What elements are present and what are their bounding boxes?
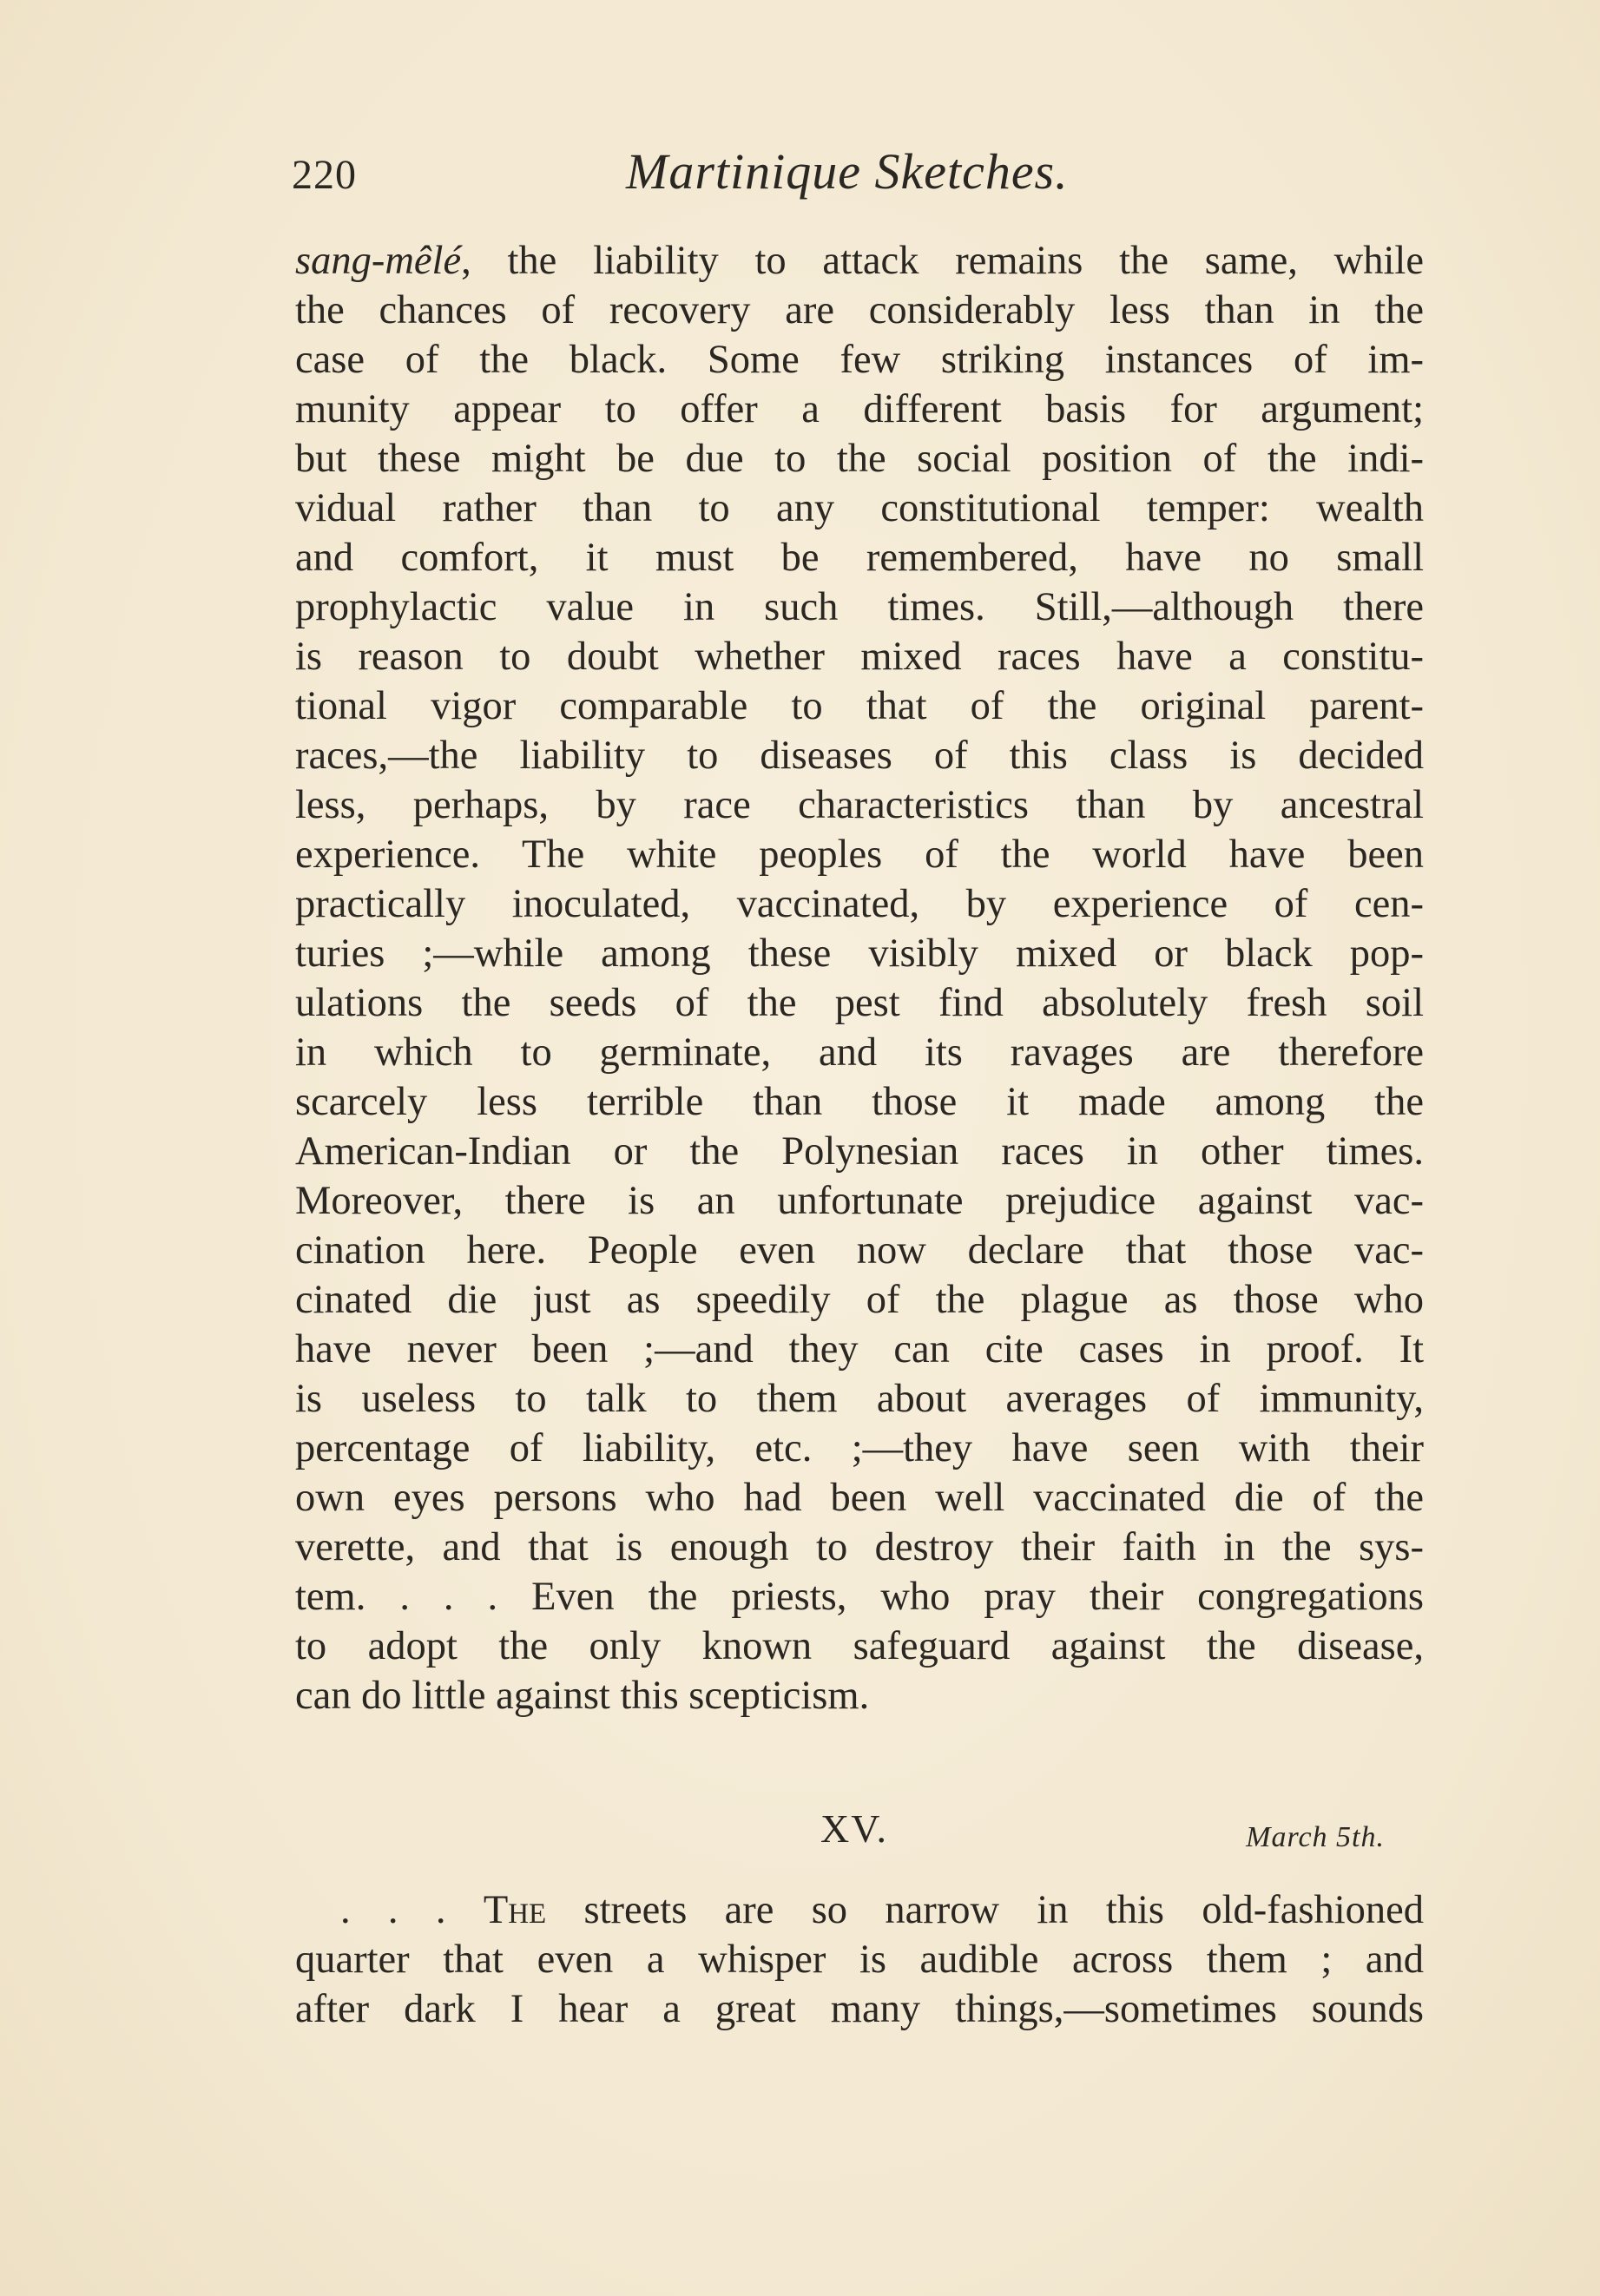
text-line: to adopt the only known safeguard against the disease, (295, 1624, 1424, 1668)
page-number: 220 (292, 152, 357, 198)
text-line: verette, and that is enough to destroy their faith in the sys- (295, 1525, 1424, 1569)
text-line-rest: streets are so narrow in this old-fashioned (546, 1888, 1424, 1932)
text-line (295, 236, 1424, 286)
ellipsis-lead: . . . (340, 1888, 484, 1932)
text-line: ulations the seeds of the pest find absolutely fresh soil (295, 981, 1424, 1025)
text-line: tional vigor comparable to that of the original parent- (295, 684, 1424, 728)
text-line-rest: , the liability to attack remains the same, while (461, 239, 1424, 283)
section-paragraph (295, 1885, 1424, 2034)
page-header (292, 139, 1420, 208)
text-line: scarcely less terrible than those it made among the (295, 1080, 1424, 1124)
text-line: American-Indian or the Polynesian races in other times. (295, 1129, 1424, 1174)
text-line-last: can do little against this scepticism. (295, 1674, 870, 1718)
text-line: and comfort, it must be remembered, have no small (295, 536, 1424, 580)
text-line: quarter that even a whisper is audible across them ; and (295, 1937, 1424, 1982)
text-line: practically inoculated, vaccinated, by experience of cen- (295, 882, 1424, 926)
small-caps-lead: The (483, 1888, 547, 1932)
text-line: but these might be due to the social position of the indi- (295, 437, 1424, 481)
text-line: cination here. People even now declare that those vac- (295, 1228, 1424, 1273)
text-line: Moreover, there is an unfortunate prejudice against vac- (295, 1179, 1424, 1223)
section-date: March 5th. (1246, 1821, 1385, 1853)
text-line: turies ;—while among these visibly mixed or black pop- (295, 931, 1424, 976)
text-line: less, perhaps, by race characteristics than by ancestral (295, 783, 1424, 827)
text-line: after dark I hear a great many things,—sometimes sounds (295, 1987, 1424, 2031)
text-line: prophylactic value in such times. Still,—although there (295, 585, 1424, 629)
text-line: vidual rather than to any constitutional temper: wealth (295, 486, 1424, 530)
text-line: the chances of recovery are considerably less than in the (295, 288, 1424, 332)
text-line: is reason to doubt whether mixed races have a constitu- (295, 635, 1424, 679)
text-line: races,—the liability to diseases of this class is decided (295, 734, 1424, 778)
body-paragraph (295, 236, 1424, 1720)
text-line: percentage of liability, etc. ;—they have seen with their (295, 1426, 1424, 1470)
text-line: own eyes persons who had been well vaccinated die of the (295, 1476, 1424, 1520)
text-line: experience. The white peoples of the world have been (295, 832, 1424, 877)
italic-term: sang-mêlé (295, 239, 462, 283)
text-line: case of the black. Some few striking instances of im- (295, 338, 1424, 382)
text-line: is useless to talk to them about averages of immunity, (295, 1377, 1424, 1421)
text-line: have never been ;—and they can cite cases in proof. It (295, 1327, 1424, 1372)
section-heading (295, 1806, 1424, 1866)
text-line: in which to germinate, and its ravages are therefore (295, 1030, 1424, 1075)
running-title: Martinique Sketches. (626, 143, 1069, 200)
text-line: tem. . . . Even the priests, who pray their congregations (295, 1575, 1424, 1619)
text-line (295, 1885, 1424, 1935)
text-line: cinated die just as speedily of the plague as those who (295, 1278, 1424, 1322)
section-number: XV. (820, 1806, 889, 1851)
text-line: munity appear to offer a different basis for argument; (295, 387, 1424, 431)
